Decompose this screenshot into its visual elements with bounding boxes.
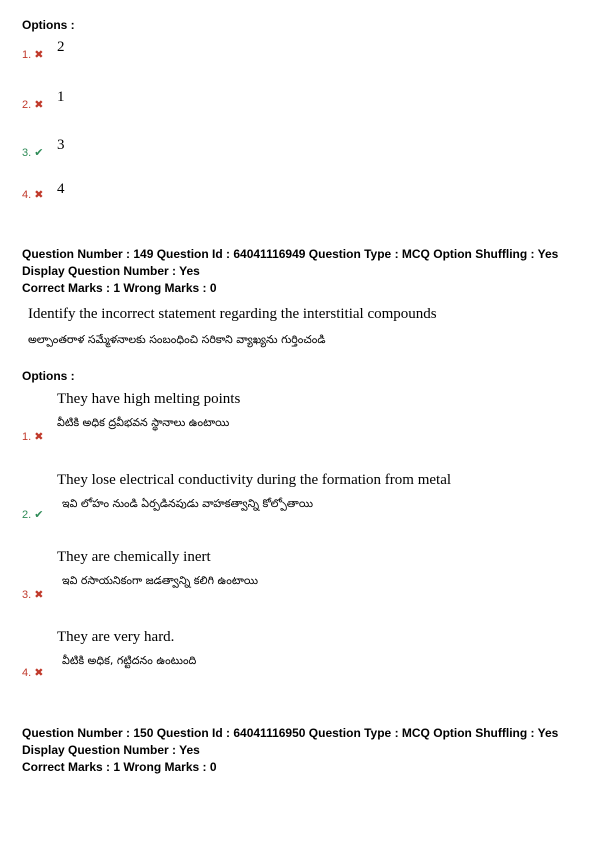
q149-option-1-number [22,430,43,443]
q149-option-4-telugu: వీటికి అధిక, గట్టిదనం ఉంటుంది [62,654,197,667]
prev-option-3-text: 3 [57,137,65,153]
option-number: 3. [22,146,32,159]
question-meta-line: Question Number : 150 Question Id : 64041116950 Question Type : MCQ Option Shuffling : Yes [22,726,559,740]
option-number: 2. [22,508,32,521]
question-meta-line: Question Number : 149 Question Id : 64041116949 Question Type : MCQ Option Shuffling : Yes [22,247,559,261]
q149-option-3-english: They are chemically inert [57,549,211,565]
prev-option-1-number [22,48,43,61]
cross-icon: ✖ [34,667,44,679]
q149-option-2-telugu: ఇవి లోహం నుండి ఏర్పడినపుడు వాహకత్వాన్ని కోల్పోతాయి [62,497,313,510]
check-icon: ✔ [34,147,44,159]
q149-option-3-telugu: ఇవి రసాయనికంగా జడత్వాన్ని కలిగి ఉంటాయి [62,574,259,587]
question-meta-line: Correct Marks : 1 Wrong Marks : 0 [22,281,217,295]
question-meta-line: Display Question Number : Yes [22,743,200,757]
option-number: 1. [22,430,32,443]
option-number: 1. [22,48,32,61]
q149-option-2-number [22,508,43,521]
cross-icon: ✖ [34,49,44,61]
prev-option-4-text: 4 [57,181,65,197]
prev-option-3-number [22,146,43,159]
options-heading: Options : [22,369,75,383]
prev-option-1-text: 2 [57,39,65,55]
prev-option-2-number [22,98,43,111]
q149-option-2-english: They lose electrical conductivity during the formation from metal [57,472,452,488]
q149-option-1-english: They have high melting points [57,391,241,407]
question-149-text-english: Identify the incorrect statement regarding the interstitial compounds [28,306,437,322]
option-number: 3. [22,588,32,601]
cross-icon: ✖ [34,99,44,111]
q149-option-1-telugu: వీటికి అధిక ద్రవీభవన స్థానాలు ఉంటాయి [57,416,230,429]
q149-option-4-number [22,666,43,679]
cross-icon: ✖ [34,189,44,201]
cross-icon: ✖ [34,431,44,443]
options-heading: Options : [22,18,75,32]
prev-option-4-number [22,188,43,201]
option-number: 4. [22,188,32,201]
check-icon: ✔ [34,509,44,521]
option-number: 2. [22,98,32,111]
question-149-meta [22,246,558,297]
question-meta-line: Correct Marks : 1 Wrong Marks : 0 [22,760,217,774]
cross-icon: ✖ [34,589,44,601]
q149-option-4-english: They are very hard. [57,629,175,645]
q149-option-3-number [22,588,43,601]
question-149-text-telugu: అల్పాంతరాళ సమ్మేళనాలకు సంబంధించి సరికాని వ్యాఖ్యను గుర్తించండి [28,333,326,346]
option-number: 4. [22,666,32,679]
question-150-meta [22,725,558,776]
question-meta-line: Display Question Number : Yes [22,264,200,278]
prev-option-2-text: 1 [57,89,65,105]
